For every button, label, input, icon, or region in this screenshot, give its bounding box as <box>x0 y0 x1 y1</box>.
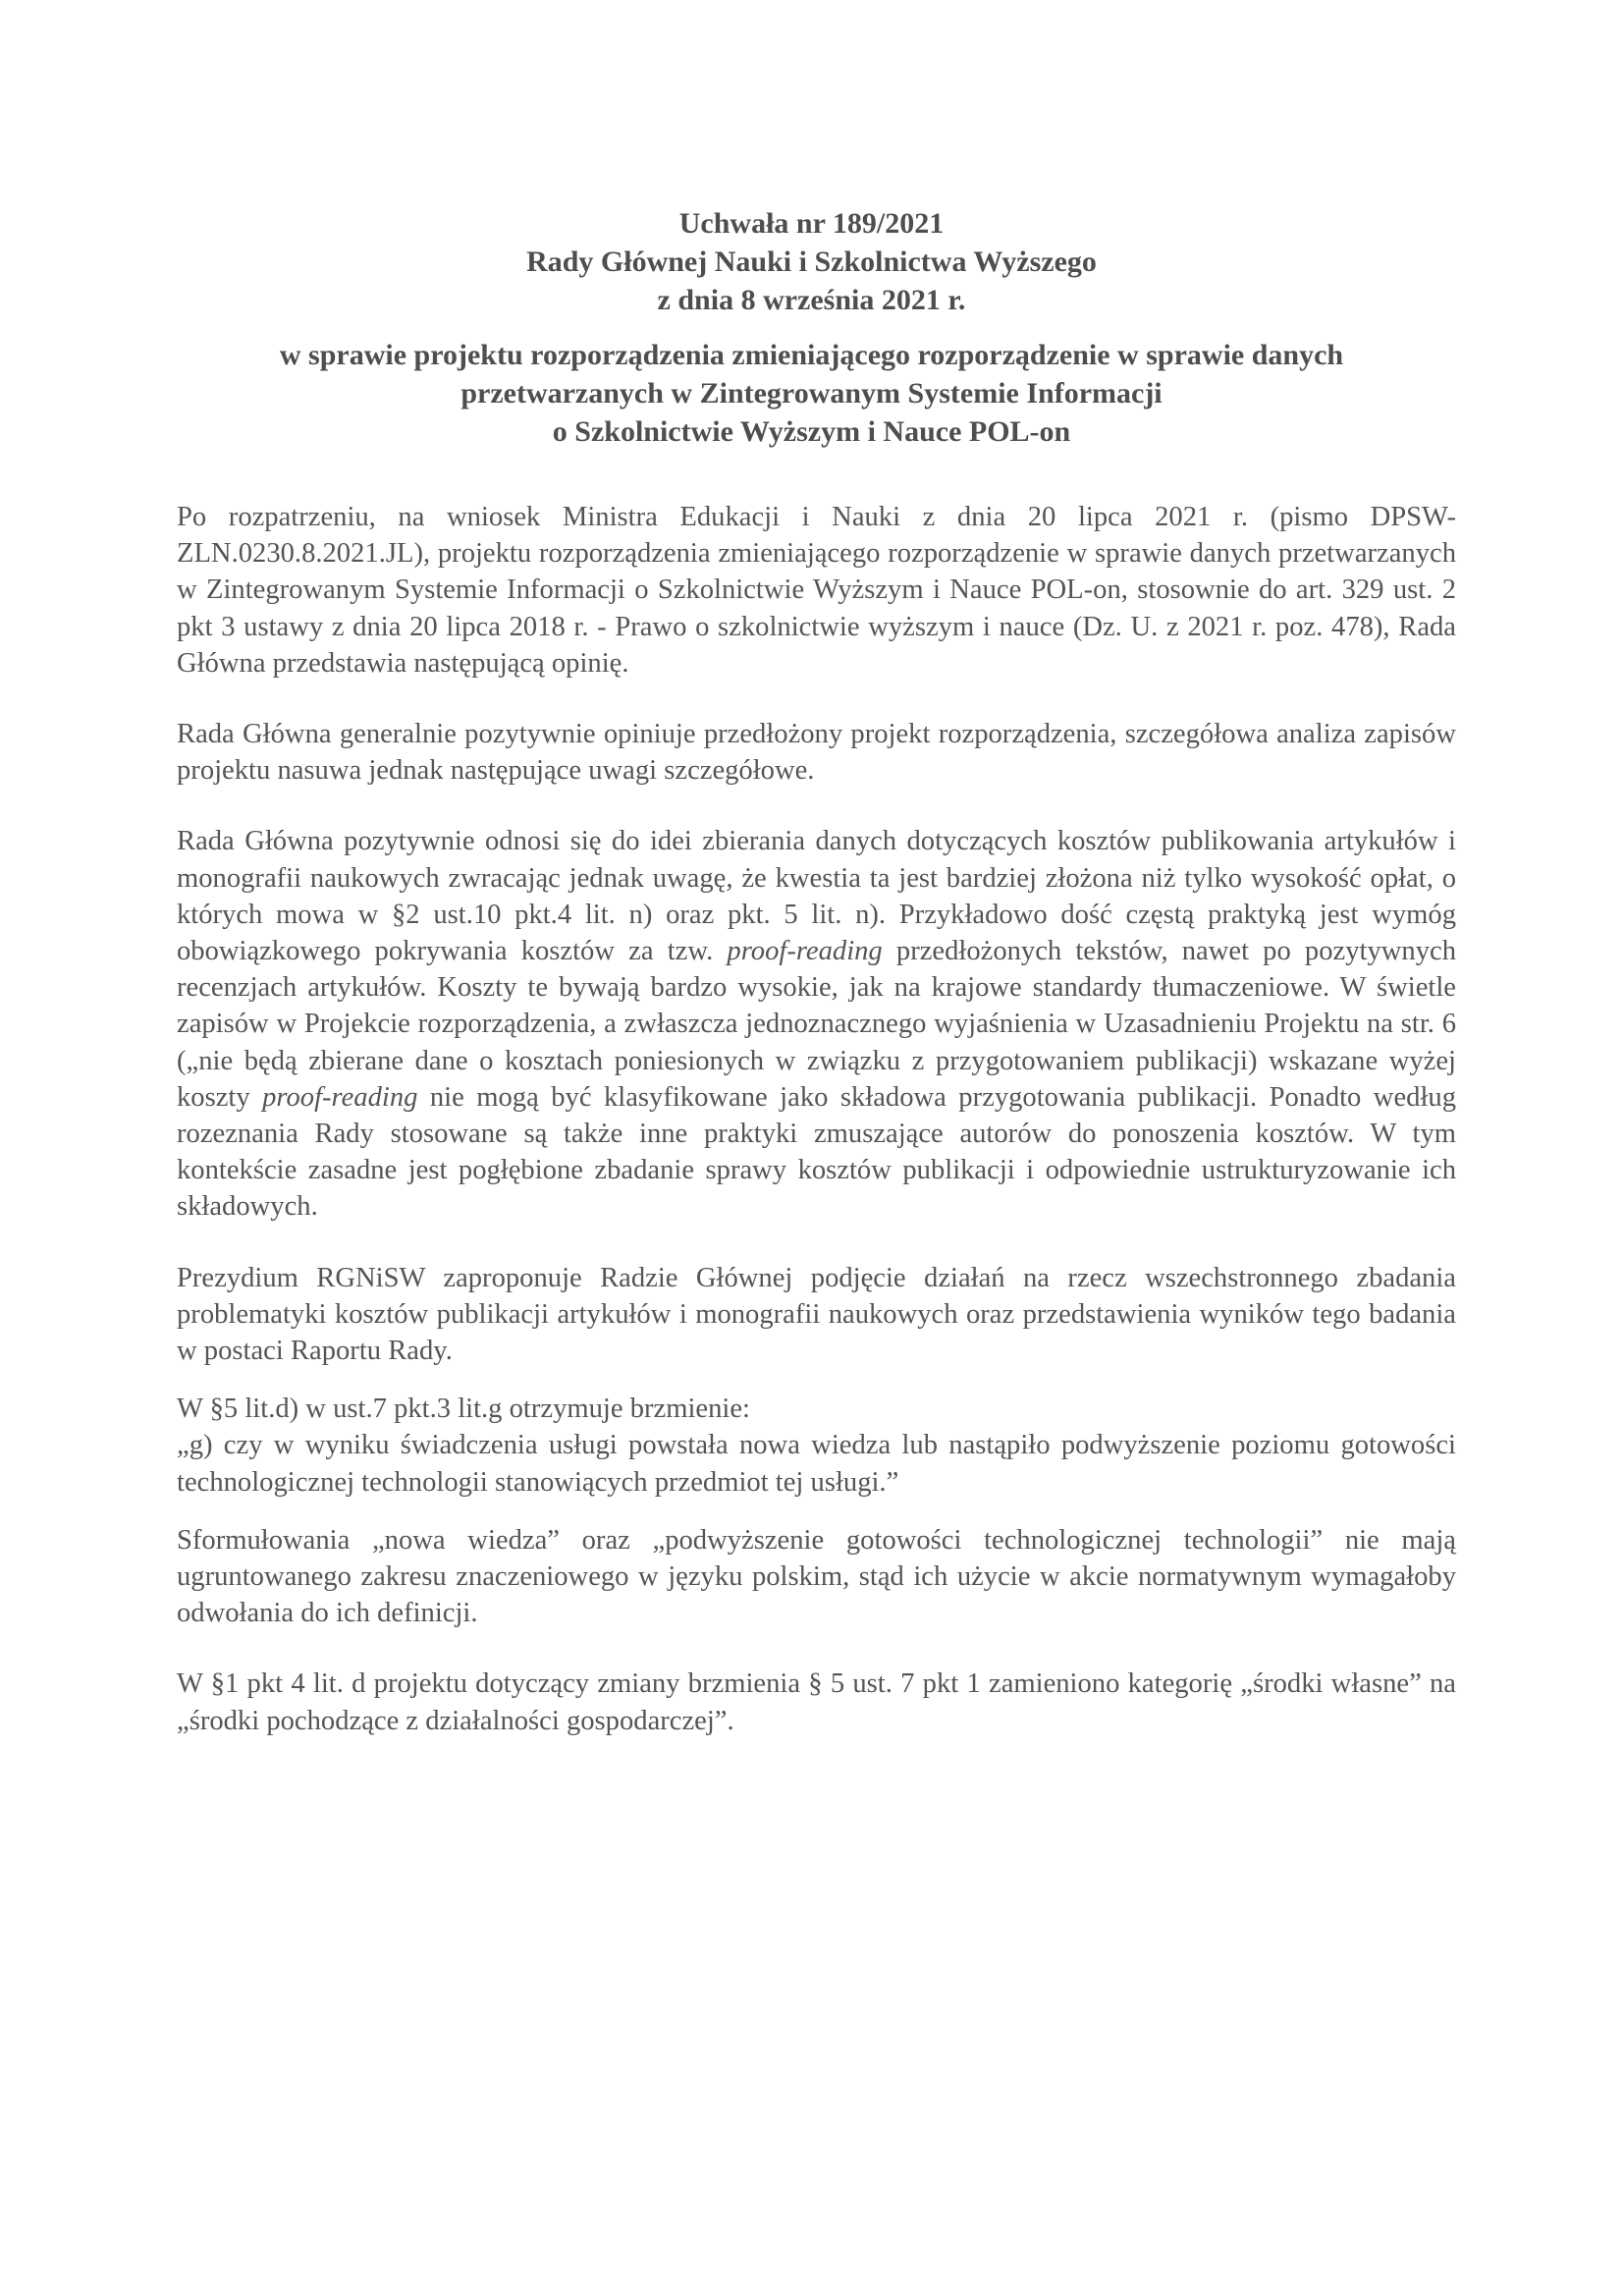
issuing-body: Rady Głównej Nauki i Szkolnictwa Wyższego <box>526 246 1097 278</box>
resolution-number: Uchwała nr 189/2021 <box>678 207 945 240</box>
document-body <box>177 499 1456 1739</box>
emphasis-proof-reading: proof-reading <box>262 1081 418 1113</box>
subject-line-3: o Szkolnictwie Wyższym i Nauce POL-on <box>552 415 1071 448</box>
paragraph-amendment-quote: „g) czy w wyniku świadczenia usługi powstała nowa wiedza lub nastąpiło podwyższenie poziomu gotowości technologicznej technologii stanowiących przedmiot tej usługi.” <box>177 1430 1456 1498</box>
emphasis-proof-reading: proof-reading <box>727 936 883 967</box>
resolution-subject <box>226 336 1397 451</box>
subject-line-2: przetwarzanych w Zintegrowanym Systemie Informacji <box>460 377 1163 410</box>
text-segment: przedłożonych tekstów, nawet po pozytywnych recenzjach artykułów. Koszty te bywają bardzo wysokie, jak na krajowe standardy tłumaczeniowe. W świetle zapisów w Projekcie rozporządzenia, a zwłaszcza jednoznacznego wyjaśnienia w Uzasadnieniu Projektu na str. 6 („nie będą zbierane dane o kosztach poniesionych w związku z przygotowaniem publikacji) wskazane wyżej koszty <box>177 936 1456 1113</box>
paragraph-intro: Po rozpatrzeniu, na wniosek Ministra Edukacji i Nauki z dnia 20 lipca 2021 r. (pismo DPSW-ZLN.0230.8.2021.JL), projektu rozporządzenia zmieniającego rozporządzenie w sprawie danych przetwarzanych w Zintegrowanym Systemie Informacji o Szkolnictwie Wyższym i Nauce POL-on, stosownie do art. 329 ust. 2 pkt 3 ustawy z dnia 20 lipca 2018 r. - Prawo o szkolnictwie wyższym i nauce (Dz. U. z 2021 r. poz. 478), Rada Główna przedstawia następującą opinię. <box>177 502 1456 679</box>
text-segment: Rada Główna pozytywnie odnosi się do idei zbierania danych dotyczących kosztów publikowania artykułów i monografii naukowych zwracając jednak uwagę, że kwestia ta jest bardziej złożona niż tylko wysokość opłat, o których mowa w §2 ust.10 pkt.4 lit. n) oraz pkt. 5 lit. n). Przykładowo dość częstą praktyką jest wymóg obowiązkowego pokrywania kosztów za tzw. <box>177 826 1456 967</box>
paragraph-presidium-proposal: Prezydium RGNiSW zaproponuje Radzie Głównej podjęcie działań na rzecz wszechstronnego zbadania problematyki kosztów publikacji artykułów i monografii naukowych oraz przedstawienia wyników tego badania w postaci Raportu Rady. <box>177 1262 1456 1367</box>
resolution-date: z dnia 8 września 2021 r. <box>657 284 966 316</box>
subject-line-1: w sprawie projektu rozporządzenia zmieniającego rozporządzenie w sprawie danych <box>279 339 1344 371</box>
paragraph-terminology-remark: Sformułowania „nowa wiedza” oraz „podwyższenie gotowości technologicznej technologii” nie mają ugruntowanego zakresu znaczeniowego w języku polskim, stąd ich użycie w akcie normatywnym wymagałoby odwołania do ich definicji. <box>177 1524 1456 1629</box>
paragraph-general-opinion: Rada Główna generalnie pozytywnie opiniuje przedłożony projekt rozporządzenia, szczegółowa analiza zapisów projektu nasuwa jednak następujące uwagi szczegółowe. <box>177 719 1456 787</box>
paragraph-category-change: W §1 pkt 4 lit. d projektu dotyczący zmiany brzmienia § 5 ust. 7 pkt 1 zamieniono kategorię „środki własne” na „środki pochodzące z działalności gospodarczej”. <box>177 1668 1456 1736</box>
paragraph-amendment-intro: W §5 lit.d) w ust.7 pkt.3 lit.g otrzymuje brzmienie: <box>177 1394 750 1425</box>
text-segment: nie mogą być klasyfikowane jako składowa przygotowania publikacji. Ponadto według rozeznania Rady stosowane są także inne praktyki zmuszające autorów do ponoszenia kosztów. W tym kontekście zasadne jest pogłębione zbadanie sprawy kosztów publikacji i odpowiednie ustrukturyzowanie ich składowych. <box>177 1081 1456 1223</box>
resolution-header <box>226 204 1397 319</box>
paragraph-publication-costs <box>177 823 1456 1225</box>
